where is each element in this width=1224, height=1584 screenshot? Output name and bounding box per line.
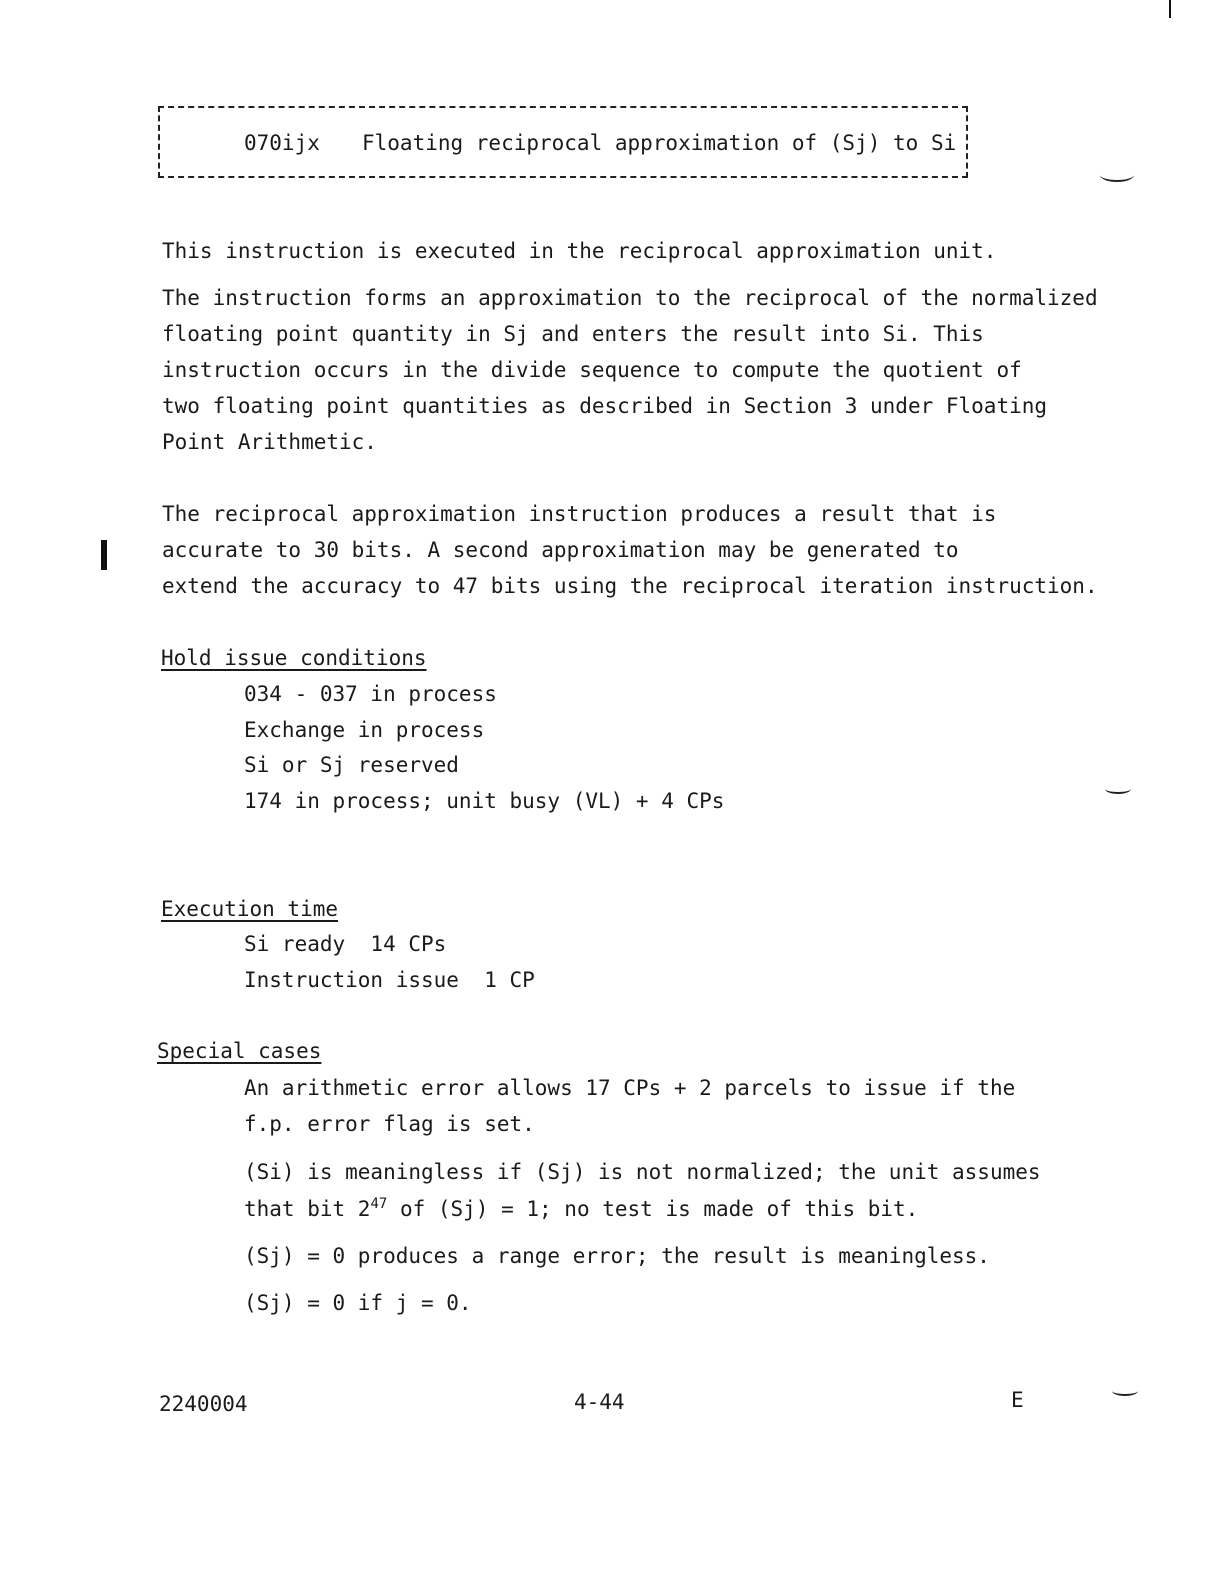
intro-p2-line-1: The instruction forms an approximation to the reciprocal of the normalized (162, 286, 1098, 310)
intro-p2-line-4: two floating point quantities as described in Section 3 under Floating (162, 394, 1048, 418)
execution-time-item: Si ready 14 CPs (244, 932, 447, 956)
intro-p3-line-1: The reciprocal approximation instruction produces a result that is (162, 502, 997, 526)
intro-p3-line-2: accurate to 30 bits. A second approximation may be generated to (162, 538, 959, 562)
execution-time-item: Instruction issue 1 CP (244, 968, 535, 992)
special-case-p1-line-2: f.p. error flag is set. (244, 1112, 535, 1136)
execution-time-heading: Execution time (161, 897, 339, 921)
hold-issue-item: 034 - 037 in process (244, 682, 497, 706)
scan-mark (1105, 784, 1131, 794)
special-case-p2-text: that bit 2 (244, 1197, 371, 1221)
intro-p2-line-3: instruction occurs in the divide sequence to compute the quotient of (162, 358, 1022, 382)
intro-p2-line-2: floating point quantity in Sj and enters the result into Si. This (162, 322, 984, 346)
intro-p3-line-3: extend the accuracy to 47 bits using the reciprocal iteration instruction. (162, 574, 1098, 598)
hold-issue-item: 174 in process; unit busy (VL) + 4 CPs (244, 789, 725, 813)
special-case-p4: (Sj) = 0 if j = 0. (244, 1291, 472, 1315)
page-number: 4-44 (574, 1390, 625, 1414)
special-case-p3: (Sj) = 0 produces a range error; the result is meaningless. (244, 1244, 990, 1268)
document-number: 2240004 (159, 1392, 248, 1416)
special-cases-heading: Special cases (157, 1039, 322, 1063)
scan-mark (1112, 1386, 1138, 1396)
scan-mark (1100, 168, 1134, 182)
exponent: 47 (370, 1196, 388, 1212)
special-case-p2-text: of (Sj) = 1; no test is made of this bit. (387, 1197, 919, 1221)
instruction-opcode: 070ijx (244, 131, 320, 155)
special-case-p2-line-2 (244, 1196, 918, 1221)
change-bar (101, 540, 107, 570)
special-case-p2-line-1: (Si) is meaningless if (Sj) is not normalized; the unit assumes (244, 1160, 1041, 1184)
instruction-title: Floating reciprocal approximation of (Sj) to Si (362, 131, 957, 155)
hold-issue-item: Si or Sj reserved (244, 753, 459, 777)
hold-issue-item: Exchange in process (244, 718, 485, 742)
scan-mark (1169, 0, 1171, 18)
intro-p2-line-5: Point Arithmetic. (162, 430, 377, 454)
intro-paragraph-1: This instruction is executed in the reciprocal approximation unit. (162, 239, 997, 263)
hold-issue-heading: Hold issue conditions (161, 646, 427, 670)
revision-letter: E (1011, 1388, 1024, 1412)
special-case-p1-line-1: An arithmetic error allows 17 CPs + 2 parcels to issue if the (244, 1076, 1016, 1100)
